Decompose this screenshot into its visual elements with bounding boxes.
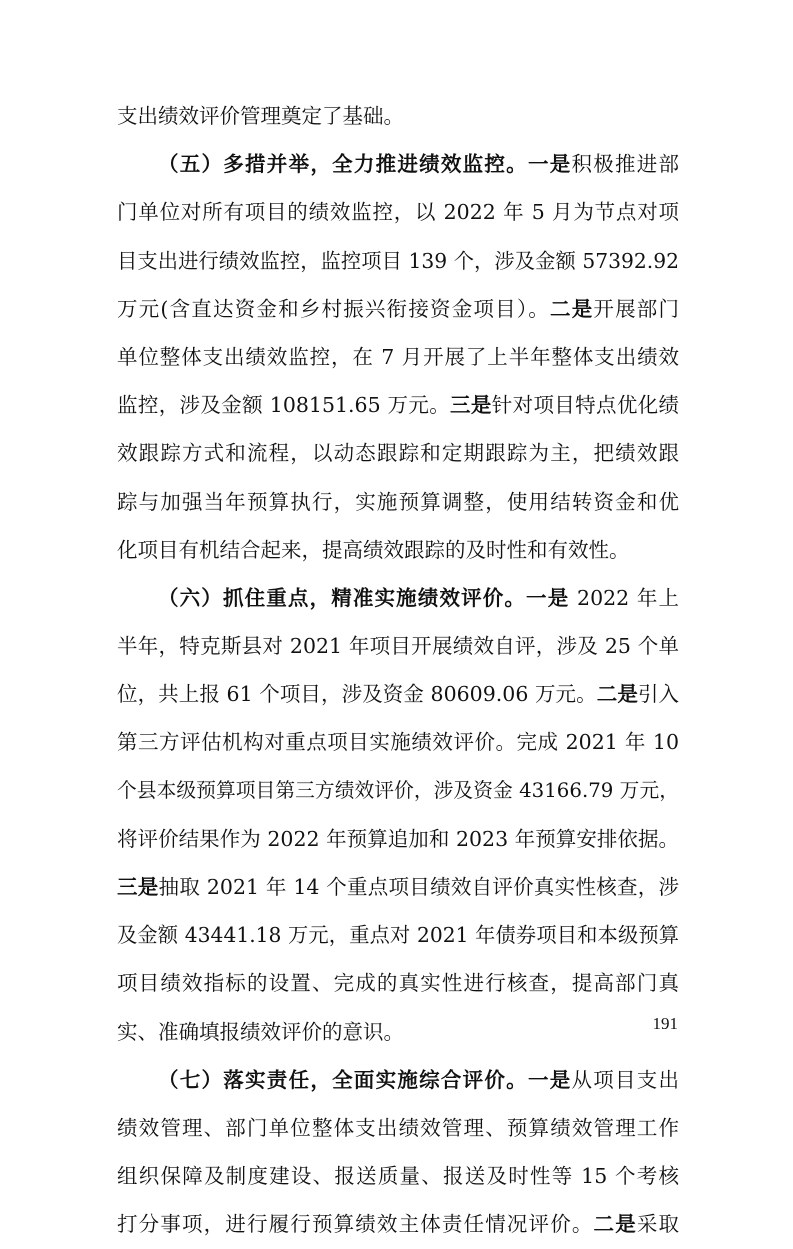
text-line (117, 333, 679, 381)
text-line (117, 381, 679, 429)
text-segment: 积极推进部 (571, 152, 680, 177)
text-line (117, 670, 679, 718)
text-segment: 单位整体支出绩效监控，在 7 月开展了上半年整体支出绩效 (117, 344, 679, 369)
text-line (117, 140, 679, 188)
text-segment: 监控，涉及金额 108151.65 万元。 (117, 393, 451, 418)
text-segment: 效跟踪方式和流程，以动态跟踪和定期跟踪为主，把绩效跟 (117, 441, 679, 466)
text-line (117, 237, 679, 285)
point-marker: 二是 (550, 296, 594, 321)
point-marker: 三是 (117, 875, 159, 899)
text-segment: 从项目支出 (571, 1067, 680, 1092)
text-line (117, 429, 679, 477)
text-segment: 将评价结果作为 2022 年预算追加和 2023 年预算安排依据。 (117, 826, 679, 851)
text-line (117, 959, 679, 1007)
text-line (117, 863, 679, 911)
section-heading: （五）多措并举，全力推进绩效监控。 (158, 152, 528, 177)
text-line (117, 92, 679, 140)
text-line (117, 718, 679, 766)
text-segment: 项目绩效指标的设置、完成的真实性进行核查，提高部门真 (117, 971, 679, 996)
text-segment: 支出绩效评价管理奠定了基础。 (117, 104, 404, 128)
text-segment: 实、准确填报绩效评价的意识。 (117, 1019, 404, 1044)
text-segment: 万元(含直达资金和乡村振兴衔接资金项目）。 (117, 296, 550, 321)
text-line (117, 1056, 679, 1104)
text-line (117, 574, 679, 622)
page-number: 191 (652, 1014, 678, 1033)
section-heading: （六）抓住重点，精准实施绩效评价。 (158, 585, 527, 610)
text-segment: 绩效管理、部门单位整体支出绩效管理、预算绩效管理工作 (117, 1115, 679, 1140)
text-line (117, 767, 679, 815)
text-line (117, 622, 679, 670)
text-segment: 位，共上报 61 个项目，涉及资金 80609.06 万元。 (117, 682, 597, 707)
point-marker: 一是 (527, 1067, 572, 1092)
text-segment: 打分事项，进行履行预算绩效主体责任情况评价。 (117, 1212, 594, 1237)
text-segment: 开展部门 (593, 296, 680, 321)
text-line (117, 285, 679, 333)
text-segment: 化项目有机结合起来，提高绩效跟踪的及时性和有效性。 (117, 537, 630, 562)
text-line (117, 478, 679, 526)
text-segment: 半年，特克斯县对 2021 年项目开展绩效自评，涉及 25 个单 (117, 634, 679, 659)
text-segment: 组织保障及制度建设、报送质量、报送及时性等 15 个考核 (117, 1164, 679, 1189)
text-segment: 抽取 2021 年 14 个重点项目绩效自评价真实性核查，涉 (158, 875, 680, 899)
text-line (117, 188, 679, 236)
text-line (117, 526, 679, 574)
text-segment: 采取 (636, 1212, 680, 1237)
text-segment: 引入 (637, 682, 680, 707)
text-line (117, 1008, 679, 1056)
text-segment: 第三方评估机构对重点项目实施绩效评价。完成 2021 年 10 (117, 730, 679, 755)
point-marker: 一是 (527, 152, 572, 177)
point-marker: 二是 (596, 682, 638, 707)
text-segment: 个县本级预算项目第三方绩效评价，涉及资金 43166.79 万元， (117, 778, 679, 802)
text-segment: 目支出进行绩效监控，监控项目 139 个，涉及金额 57392.92 (117, 248, 679, 273)
text-line (117, 1200, 679, 1248)
text-segment: 针对项目特点优化绩 (491, 393, 680, 418)
section-heading: （七）落实责任，全面实施综合评价。 (158, 1067, 528, 1092)
point-marker: 一是 (526, 585, 570, 610)
point-marker: 三是 (450, 393, 492, 418)
text-line (117, 1104, 679, 1152)
text-segment: 门单位对所有项目的绩效监控，以 2022 年 5 月为节点对项 (117, 200, 679, 225)
text-line (117, 911, 679, 959)
text-line (117, 1152, 679, 1200)
text-segment: 踪与加强当年预算执行，实施预算调整，使用结转资金和优 (117, 489, 679, 514)
text-segment: 及金额 43441.18 万元，重点对 2021 年债券项目和本级预算 (117, 923, 679, 948)
text-segment: 2022 年上 (569, 585, 680, 610)
body-text (117, 92, 679, 1249)
point-marker: 二是 (593, 1212, 637, 1237)
text-line (117, 815, 679, 863)
